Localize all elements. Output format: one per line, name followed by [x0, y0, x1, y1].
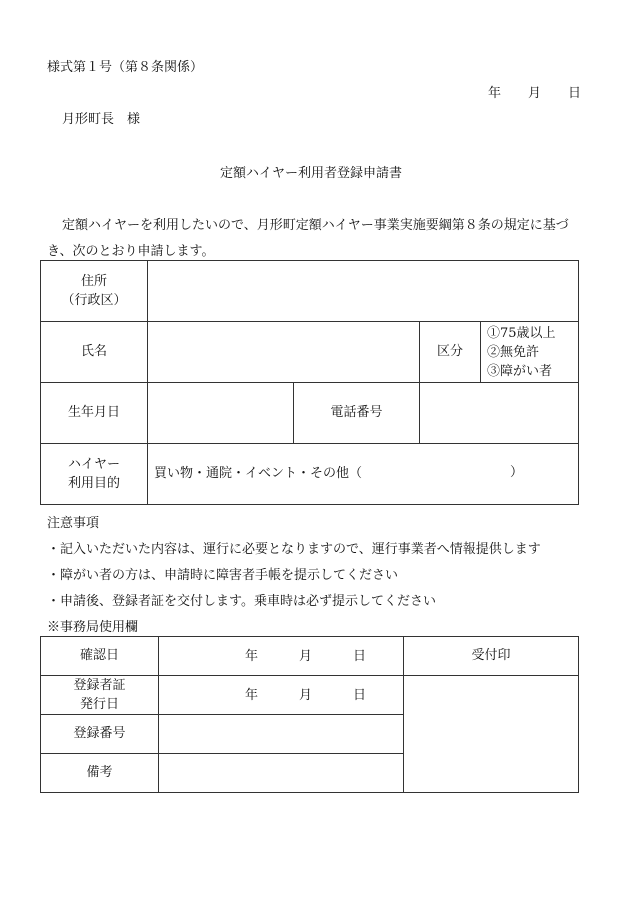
issue-date-label	[41, 676, 159, 715]
category-options[interactable]	[481, 322, 579, 383]
issue-day: 日	[353, 688, 367, 703]
address-label-line-2: （行政区）	[61, 293, 127, 308]
birthdate-label: 生年月日	[41, 383, 148, 444]
notes-heading: 注意事項	[47, 516, 100, 531]
purpose-label-line-1: ハイヤー	[67, 457, 120, 472]
purpose-options: 買い物・通院・イベント・その他（	[154, 465, 363, 481]
purpose-field[interactable]	[148, 444, 579, 505]
application-table	[40, 260, 579, 505]
note-item-2: ・障がい者の方は、申請時に障害者手帳を提示してください	[47, 568, 399, 583]
birthdate-field[interactable]	[148, 383, 294, 444]
intro-line-2: き、次のとおり申請します。	[47, 244, 215, 259]
remarks-label: 備考	[41, 754, 159, 793]
category-option-2[interactable]: ②無免許	[487, 344, 540, 360]
confirm-day: 日	[353, 649, 367, 664]
receipt-stamp-area[interactable]	[404, 676, 579, 793]
category-option-3[interactable]: ③障がい者	[487, 363, 553, 379]
reg-number-label: 登録番号	[41, 715, 159, 754]
confirm-month: 月	[299, 649, 313, 664]
category-option-1[interactable]: ①75歳以上	[487, 325, 556, 341]
address-label	[41, 261, 148, 322]
name-label: 氏名	[41, 322, 148, 383]
issue-date-label-line-2: 発行日	[79, 697, 119, 712]
phone-label: 電話番号	[294, 383, 420, 444]
confirm-date-label: 確認日	[41, 637, 159, 676]
issue-month: 月	[299, 688, 313, 703]
issue-year: 年	[245, 688, 259, 703]
reg-number-field[interactable]	[159, 715, 404, 754]
form-number: 様式第１号（第８条関係）	[47, 60, 204, 75]
confirm-year: 年	[245, 649, 259, 664]
purpose-close-paren: ）	[510, 465, 524, 480]
confirm-date-field[interactable]	[159, 637, 404, 676]
office-heading: ※事務局使用欄	[47, 620, 139, 635]
intro-line-1: 定額ハイヤーを利用したいので、月形町定額ハイヤー事業実施要綱第８条の規定に基づ	[62, 218, 569, 233]
addressee: 月形町長 様	[62, 112, 141, 127]
issue-date-field[interactable]	[159, 676, 404, 715]
purpose-label	[41, 444, 148, 505]
purpose-label-line-2: 利用目的	[67, 476, 120, 491]
date-day-label: 日	[568, 86, 582, 101]
date-year-label: 年	[488, 86, 502, 101]
category-label: 区分	[420, 322, 481, 383]
address-label-line-1: 住所	[80, 274, 107, 289]
receipt-stamp-label: 受付印	[404, 637, 579, 676]
issue-date-label-line-1: 登録者証	[73, 678, 126, 693]
name-field[interactable]	[148, 322, 420, 383]
address-field[interactable]	[148, 261, 579, 322]
remarks-field[interactable]	[159, 754, 404, 793]
note-item-1: ・記入いただいた内容は、運行に必要となりますので、運行事業者へ情報提供します	[47, 542, 541, 557]
date-month-label: 月	[528, 86, 542, 101]
document-title: 定額ハイヤー利用者登録申請書	[220, 166, 403, 181]
office-use-table	[40, 636, 579, 793]
phone-field[interactable]	[420, 383, 579, 444]
note-item-3: ・申請後、登録者証を交付します。乗車時は必ず提示してください	[47, 594, 436, 609]
